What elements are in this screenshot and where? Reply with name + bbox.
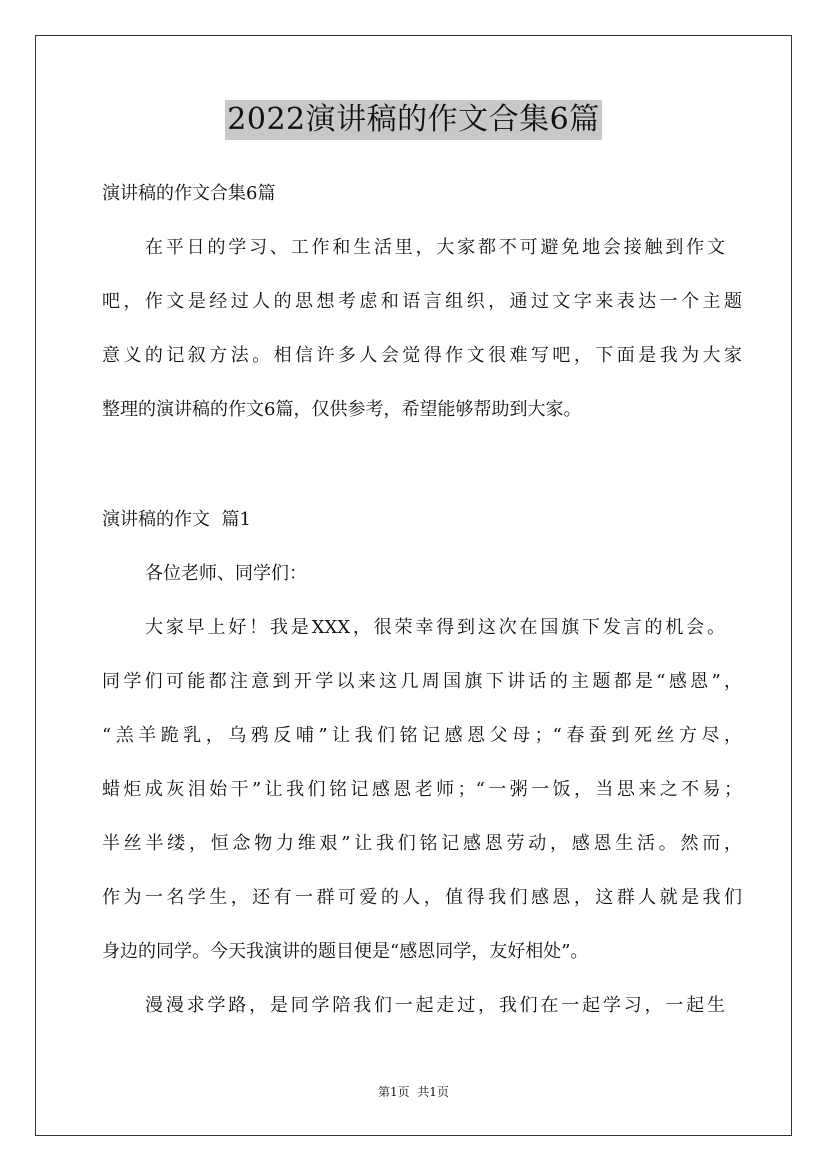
- body-line: 同学们可能都注意到开学以来这几周国旗下讲话的主题都是“感恩”，: [102, 671, 742, 692]
- intro-line: 吧，作文是经过人的思想考虑和语言组织，通过文字来表达一个主题: [102, 291, 742, 312]
- body-line: 半丝半缕，恒念物力维艰”让我们铭记感恩劳动，感恩生活。然而，: [102, 833, 742, 854]
- body-line: 身边的同学。今天我演讲的题目便是“感恩同学，友好相处”。: [102, 941, 589, 962]
- greeting: 各位老师、同学们：: [145, 563, 307, 584]
- intro-line: 意义的记叙方法。相信许多人会觉得作文很难写吧，下面是我为大家: [102, 345, 742, 366]
- body-line: 蜡炬成灰泪始干”让我们铭记感恩老师；“一粥一饭，当思来之不易；: [102, 779, 742, 800]
- title-container: [0, 100, 827, 140]
- body-line: “羔羊跪乳，乌鸦反哺”让我们铭记感恩父母；“春蚕到死丝方尽，: [102, 725, 742, 746]
- page-footer: 第1页 共1页: [378, 1085, 449, 1099]
- body-line: 作为一名学生，还有一群可爱的人，值得我们感恩，这群人就是我们: [102, 887, 742, 908]
- section-heading: 演讲稿的作文 篇1: [102, 509, 251, 530]
- document-subtitle: 演讲稿的作文合集6篇: [102, 183, 276, 204]
- document-title: 2022演讲稿的作文合集6篇: [225, 100, 601, 140]
- body-line: 漫漫求学路，是同学陪我们一起走过，我们在一起学习，一起生: [145, 995, 725, 1016]
- intro-line: 整理的演讲稿的作文6篇，仅供参考，希望能够帮助到大家。: [102, 399, 582, 420]
- intro-line: 在平日的学习、工作和生活里，大家都不可避免地会接触到作文: [145, 237, 725, 258]
- body-line: 大家早上好！我是XXX，很荣幸得到这次在国旗下发言的机会。: [145, 617, 725, 638]
